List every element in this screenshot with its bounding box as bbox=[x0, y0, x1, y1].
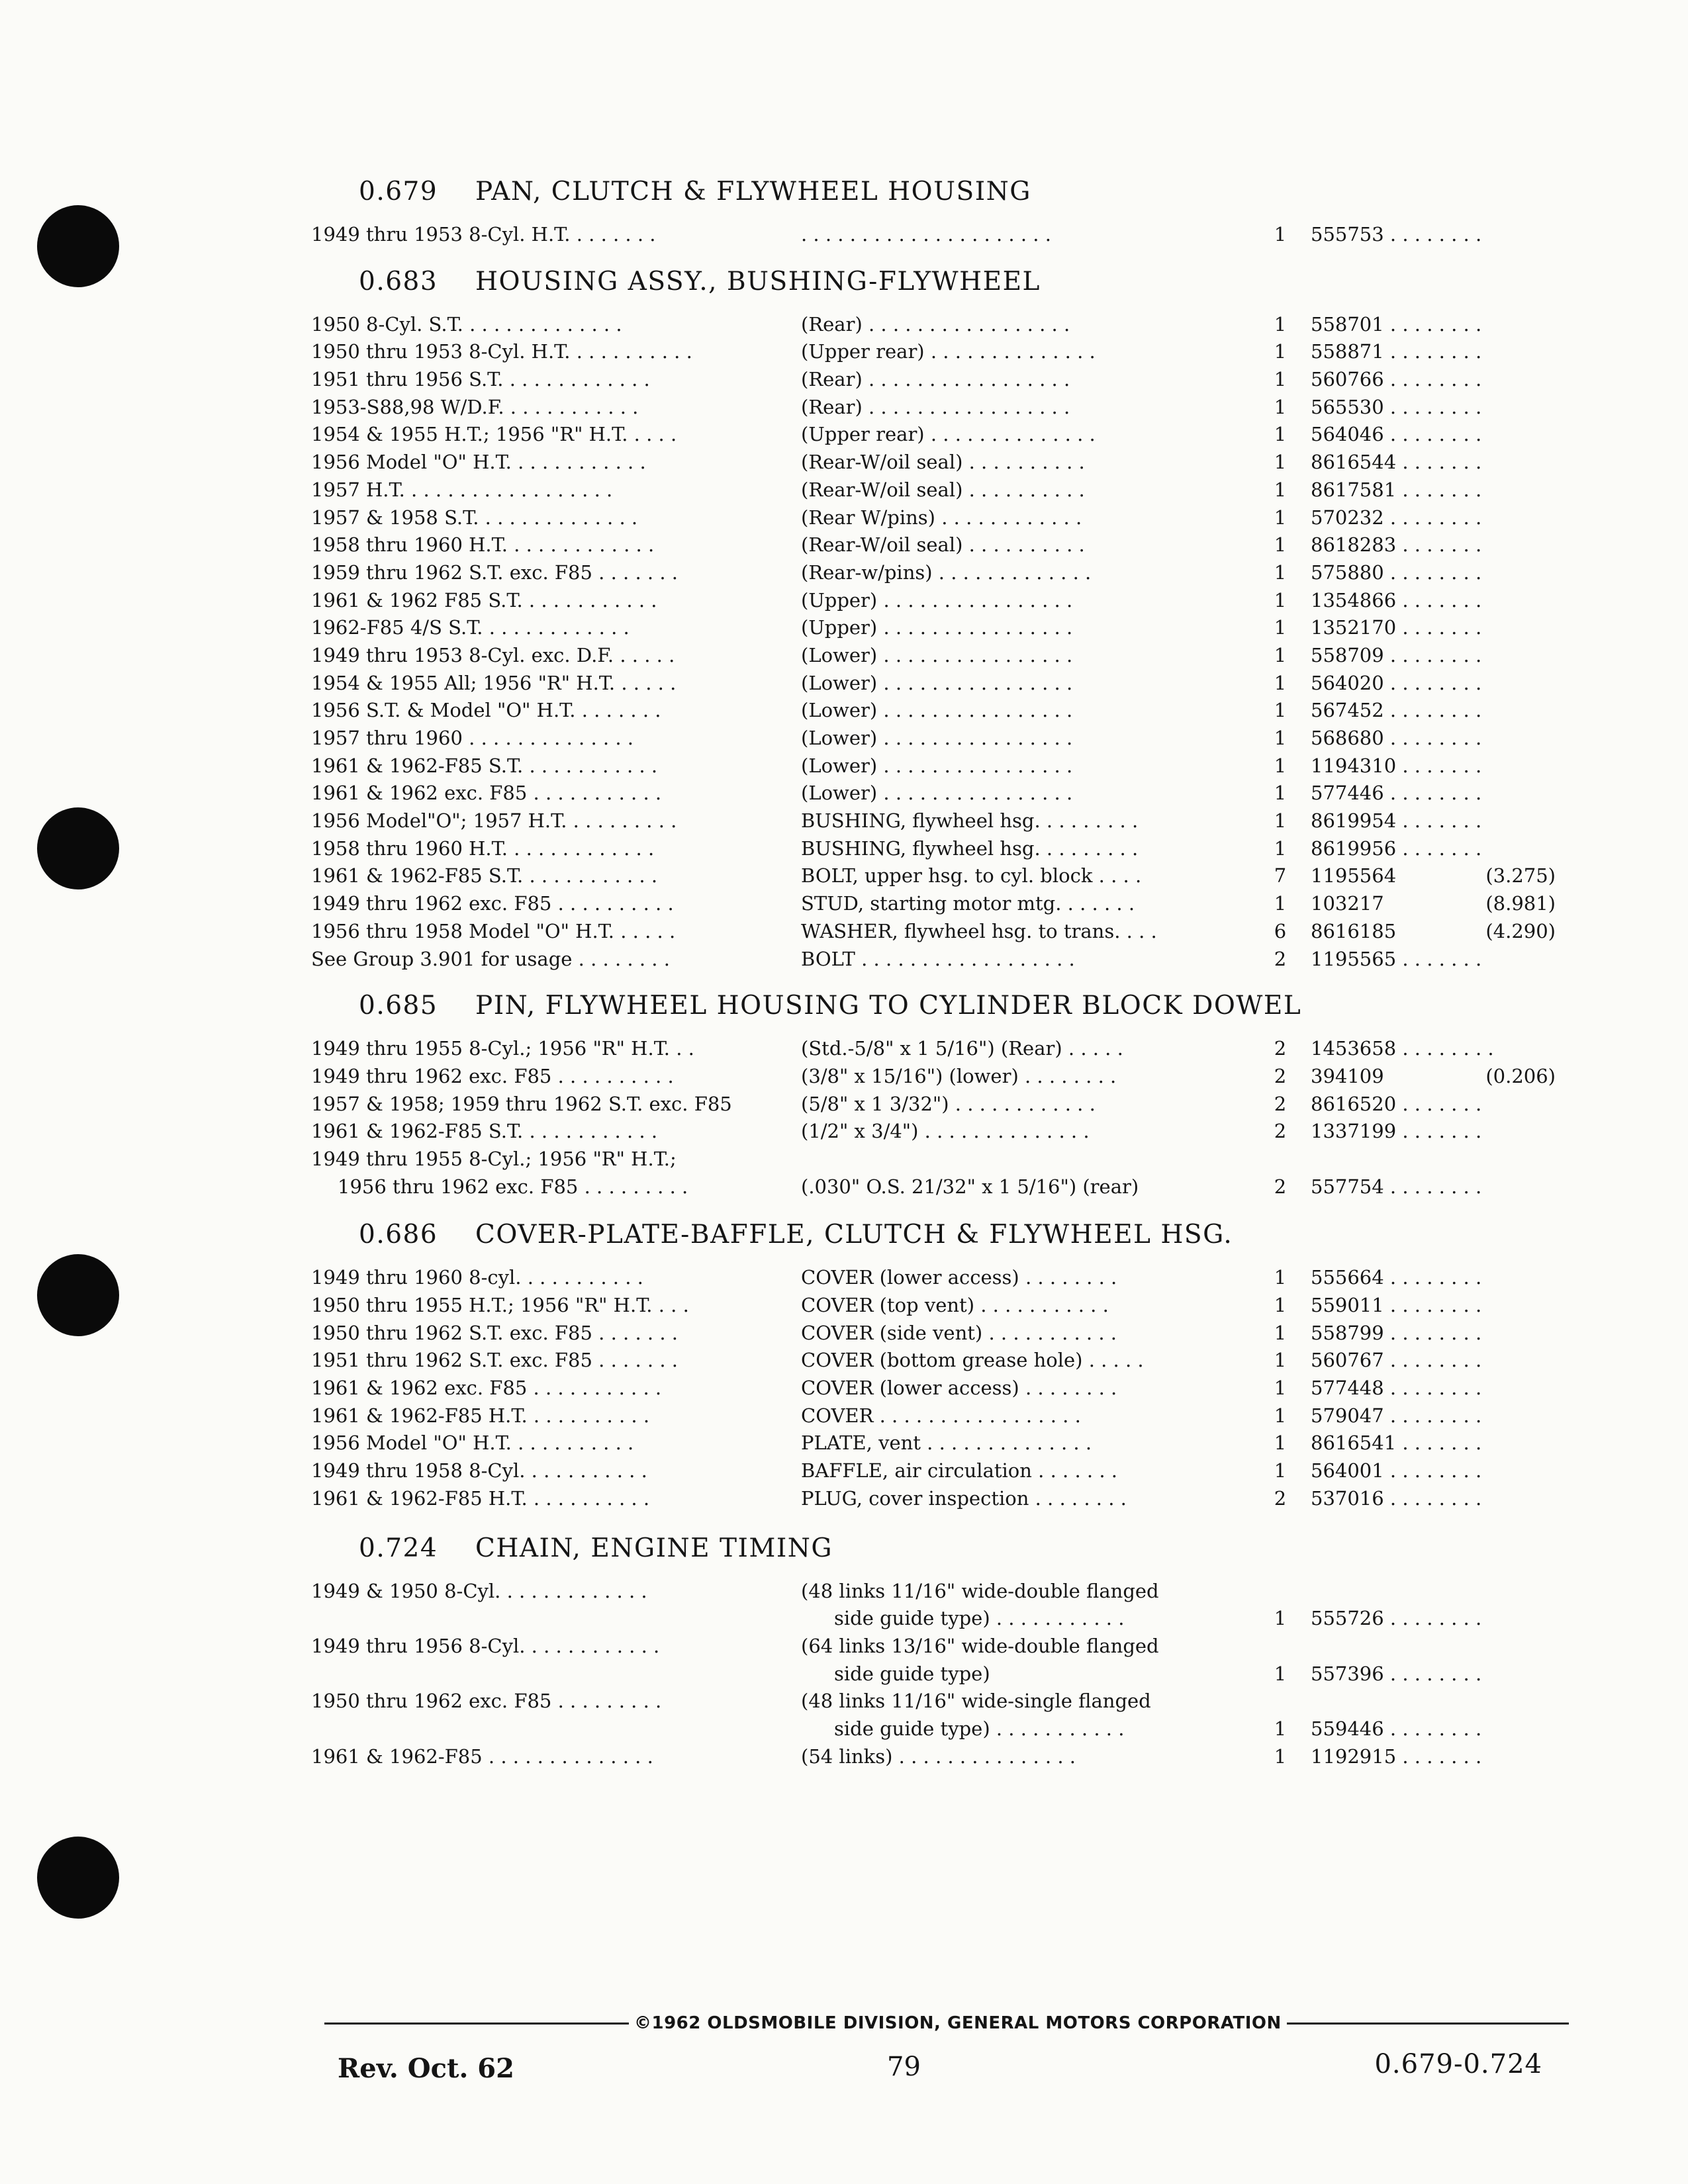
part-number: 560766 . . . . . . . . bbox=[1311, 368, 1482, 391]
part-row bbox=[311, 697, 1556, 725]
quantity-text: 1 bbox=[1274, 754, 1287, 777]
part-row bbox=[311, 752, 1556, 780]
part-number: 564046 . . . . . . . . bbox=[1311, 423, 1482, 446]
part-row bbox=[311, 504, 1556, 532]
description-text: (Rear) . . . . . . . . . . . . . . . . . bbox=[801, 312, 1070, 336]
description-text: . . . . . . . . . . . . . . . . . . . . . bbox=[801, 223, 1051, 246]
section-number: 0.683 bbox=[359, 266, 438, 296]
part-row bbox=[311, 862, 1556, 890]
extra-value: (8.981) bbox=[1485, 892, 1556, 915]
application-text: 1961 & 1962 exc. F85 . . . . . . . . . . . bbox=[311, 782, 662, 805]
description-text: (Lower) . . . . . . . . . . . . . . . . bbox=[801, 754, 1073, 777]
part-row bbox=[311, 421, 1556, 449]
part-number: 555726 . . . . . . . . bbox=[1311, 1607, 1482, 1630]
quantity-text: 1 bbox=[1274, 451, 1287, 474]
quantity-text: 1 bbox=[1274, 892, 1287, 915]
application-text: 1949 thru 1953 8-Cyl. H.T. . . . . . . . bbox=[311, 223, 656, 246]
quantity-text: 1 bbox=[1274, 1349, 1287, 1372]
quantity-text: 1 bbox=[1274, 223, 1287, 246]
quantity-text: 1 bbox=[1274, 1321, 1287, 1344]
description-text: COVER (lower access) . . . . . . . . bbox=[801, 1377, 1117, 1400]
application-text: 1950 thru 1953 8-Cyl. H.T. . . . . . . . . . . bbox=[311, 340, 692, 363]
quantity-text: 1 bbox=[1274, 837, 1287, 860]
section-0-683 bbox=[311, 261, 1556, 974]
part-row bbox=[311, 670, 1556, 698]
part-row bbox=[311, 946, 1556, 974]
description-text: (Rear) . . . . . . . . . . . . . . . . . bbox=[801, 395, 1070, 418]
section-0-685 bbox=[311, 985, 1556, 1201]
quantity-text: 1 bbox=[1274, 1377, 1287, 1400]
description-text: BOLT, upper hsg. to cyl. block . . . . bbox=[801, 864, 1142, 887]
description-text: BOLT . . . . . . . . . . . . . . . . . . bbox=[801, 947, 1075, 970]
application-text: 1957 & 1958; 1959 thru 1962 S.T. exc. F85 bbox=[311, 1092, 732, 1115]
part-row bbox=[311, 642, 1556, 670]
part-number: 557754 . . . . . . . . bbox=[1311, 1175, 1482, 1198]
part-row bbox=[311, 918, 1556, 946]
binder-hole-3 bbox=[37, 1254, 119, 1336]
description-text: (.030" O.S. 21/32" x 1 5/16") (rear) bbox=[801, 1175, 1139, 1198]
quantity-text: 1 bbox=[1274, 478, 1287, 501]
part-number: 537016 . . . . . . . . bbox=[1311, 1486, 1482, 1510]
application-text: 1961 & 1962-F85 S.T. . . . . . . . . . . . bbox=[311, 754, 658, 777]
part-row bbox=[311, 1173, 1556, 1201]
application-text: 1961 & 1962-F85 H.T. . . . . . . . . . . bbox=[311, 1404, 650, 1427]
group-range: 0.679-0.724 bbox=[1374, 2049, 1542, 2079]
application-text: 1949 thru 1960 8-cyl. . . . . . . . . . . bbox=[311, 1266, 643, 1289]
quantity-text: 2 bbox=[1274, 1092, 1287, 1115]
part-number: 560767 . . . . . . . . bbox=[1311, 1349, 1482, 1372]
part-number: 8617581 . . . . . . . bbox=[1311, 478, 1482, 501]
description-text: (48 links 11/16" wide-double flanged bbox=[801, 1579, 1159, 1602]
binder-hole-4 bbox=[37, 1837, 119, 1919]
page-number: 79 bbox=[887, 2052, 921, 2082]
part-row bbox=[311, 725, 1556, 752]
section-title: HOUSING ASSY., BUSHING-FLYWHEEL bbox=[475, 266, 1041, 296]
description-text: WASHER, flywheel hsg. to trans. . . . bbox=[801, 919, 1157, 942]
section-title: PAN, CLUTCH & FLYWHEEL HOUSING bbox=[475, 177, 1031, 206]
application-text: 1957 H.T. . . . . . . . . . . . . . . . . . bbox=[311, 478, 613, 501]
quantity-text: 1 bbox=[1274, 1459, 1287, 1482]
description-text: (3/8" x 15/16") (lower) . . . . . . . . bbox=[801, 1064, 1117, 1087]
part-number: 8619956 . . . . . . . bbox=[1311, 837, 1482, 860]
application-text: 1956 S.T. & Model "O" H.T. . . . . . . . bbox=[311, 699, 661, 722]
part-row bbox=[311, 1578, 1556, 1606]
description-text: (Upper rear) . . . . . . . . . . . . . . bbox=[801, 423, 1096, 446]
quantity-text: 1 bbox=[1274, 1717, 1287, 1740]
part-row bbox=[311, 311, 1556, 339]
part-number: 557396 . . . . . . . . bbox=[1311, 1662, 1482, 1685]
description-text: side guide type) . . . . . . . . . . . bbox=[834, 1607, 1125, 1630]
description-text: (Lower) . . . . . . . . . . . . . . . . bbox=[801, 782, 1073, 805]
quantity-text: 1 bbox=[1274, 506, 1287, 529]
part-row bbox=[311, 890, 1556, 918]
quantity-text: 1 bbox=[1274, 1432, 1287, 1455]
description-text: (Lower) . . . . . . . . . . . . . . . . bbox=[801, 671, 1073, 694]
binder-hole-1 bbox=[37, 205, 119, 287]
part-row bbox=[311, 1035, 1556, 1063]
description-text: BAFFLE, air circulation . . . . . . . bbox=[801, 1459, 1117, 1482]
description-text: (Lower) . . . . . . . . . . . . . . . . bbox=[801, 727, 1073, 749]
description-text: COVER (lower access) . . . . . . . . bbox=[801, 1266, 1117, 1289]
part-row bbox=[311, 1688, 1556, 1715]
application-text: 1951 thru 1962 S.T. exc. F85 . . . . . . . bbox=[311, 1349, 678, 1372]
part-row bbox=[311, 835, 1556, 863]
quantity-text: 1 bbox=[1274, 671, 1287, 694]
description-text: (Rear-W/oil seal) . . . . . . . . . . bbox=[801, 533, 1085, 557]
application-text: 1956 Model"O"; 1957 H.T. . . . . . . . . . bbox=[311, 809, 677, 833]
part-row bbox=[311, 1633, 1556, 1661]
application-text: 1961 & 1962-F85 H.T. . . . . . . . . . . bbox=[311, 1486, 650, 1510]
part-number: 8618283 . . . . . . . bbox=[1311, 533, 1482, 557]
part-number: 8616544 . . . . . . . bbox=[1311, 451, 1482, 474]
part-row bbox=[311, 338, 1556, 366]
part-row bbox=[311, 1264, 1556, 1292]
quantity-text: 2 bbox=[1274, 1486, 1287, 1510]
description-text: (48 links 11/16" wide-single flanged bbox=[801, 1690, 1151, 1713]
section-title: CHAIN, ENGINE TIMING bbox=[475, 1533, 833, 1563]
part-row bbox=[311, 1347, 1556, 1375]
part-row bbox=[311, 477, 1556, 504]
application-text: 1961 & 1962 exc. F85 . . . . . . . . . . . bbox=[311, 1377, 662, 1400]
part-row bbox=[311, 614, 1556, 642]
quantity-text: 2 bbox=[1274, 1037, 1287, 1060]
description-text: COVER (side vent) . . . . . . . . . . . bbox=[801, 1321, 1117, 1344]
application-text: 1956 Model "O" H.T. . . . . . . . . . . . bbox=[311, 451, 646, 474]
part-row bbox=[311, 807, 1556, 835]
application-text: 1951 thru 1956 S.T. . . . . . . . . . . . . bbox=[311, 368, 650, 391]
quantity-text: 1 bbox=[1274, 561, 1287, 584]
quantity-text: 1 bbox=[1274, 809, 1287, 833]
section-number: 0.679 bbox=[359, 177, 438, 206]
quantity-text: 1 bbox=[1274, 340, 1287, 363]
description-text: (Std.-5/8" x 1 5/16") (Rear) . . . . . bbox=[801, 1037, 1123, 1060]
application-text: 1949 thru 1958 8-Cyl. . . . . . . . . . . bbox=[311, 1459, 647, 1482]
description-text: PLUG, cover inspection . . . . . . . . bbox=[801, 1486, 1127, 1510]
part-row bbox=[311, 559, 1556, 587]
part-number: 575880 . . . . . . . . bbox=[1311, 561, 1482, 584]
quantity-text: 1 bbox=[1274, 782, 1287, 805]
description-text: (54 links) . . . . . . . . . . . . . . . bbox=[801, 1745, 1076, 1768]
part-number: 559011 . . . . . . . . bbox=[1311, 1294, 1482, 1316]
description-text: (Lower) . . . . . . . . . . . . . . . . bbox=[801, 699, 1073, 722]
part-number: 1192915 . . . . . . . bbox=[1311, 1745, 1482, 1768]
application-text: 1958 thru 1960 H.T. . . . . . . . . . . . . bbox=[311, 533, 655, 557]
part-row bbox=[311, 394, 1556, 422]
part-row bbox=[311, 1320, 1556, 1347]
quantity-text: 1 bbox=[1274, 1266, 1287, 1289]
quantity-text: 2 bbox=[1274, 1064, 1287, 1087]
application-text: 1961 & 1962 F85 S.T. . . . . . . . . . . . bbox=[311, 588, 657, 612]
part-number: 565530 . . . . . . . . bbox=[1311, 395, 1482, 418]
section-heading bbox=[359, 1527, 1556, 1570]
description-text: COVER (bottom grease hole) . . . . . bbox=[801, 1349, 1144, 1372]
section-number: 0.686 bbox=[359, 1220, 438, 1250]
description-text: (Rear) . . . . . . . . . . . . . . . . . bbox=[801, 368, 1070, 391]
part-row bbox=[311, 780, 1556, 807]
description-text: (Rear-w/pins) . . . . . . . . . . . . . bbox=[801, 561, 1092, 584]
section-number: 0.685 bbox=[359, 991, 438, 1021]
description-text: (Upper) . . . . . . . . . . . . . . . . bbox=[801, 616, 1073, 639]
part-number: 394109 bbox=[1311, 1064, 1384, 1087]
part-number: 1194310 . . . . . . . bbox=[1311, 754, 1482, 777]
quantity-text: 2 bbox=[1274, 947, 1287, 970]
part-number: 1354866 . . . . . . . bbox=[1311, 588, 1482, 612]
description-text: (Rear-W/oil seal) . . . . . . . . . . bbox=[801, 478, 1085, 501]
part-number: 558871 . . . . . . . . bbox=[1311, 340, 1482, 363]
application-text: 1954 & 1955 All; 1956 "R" H.T. . . . . . bbox=[311, 671, 677, 694]
extra-value: (3.275) bbox=[1485, 864, 1556, 887]
section-number: 0.724 bbox=[359, 1533, 438, 1563]
quantity-text: 1 bbox=[1274, 1294, 1287, 1316]
application-text: 1950 thru 1955 H.T.; 1956 "R" H.T. . . . bbox=[311, 1294, 689, 1316]
part-number: 1453658 . . . . . . . . bbox=[1311, 1037, 1494, 1060]
application-text: 1958 thru 1960 H.T. . . . . . . . . . . . . bbox=[311, 837, 655, 860]
part-row bbox=[311, 1091, 1556, 1118]
part-row bbox=[311, 221, 1556, 249]
part-row bbox=[311, 1715, 1556, 1743]
application-text: 1953-S88,98 W/D.F. . . . . . . . . . . . bbox=[311, 395, 639, 418]
revision-date: Rev. Oct. 62 bbox=[338, 2053, 514, 2084]
part-number: 577446 . . . . . . . . bbox=[1311, 782, 1482, 805]
part-number: 103217 bbox=[1311, 892, 1384, 915]
application-text: 1949 thru 1962 exc. F85 . . . . . . . . . . bbox=[311, 1064, 674, 1087]
part-number: 579047 . . . . . . . . bbox=[1311, 1404, 1482, 1427]
description-text: (Upper rear) . . . . . . . . . . . . . . bbox=[801, 340, 1096, 363]
description-text: COVER . . . . . . . . . . . . . . . . . bbox=[801, 1404, 1081, 1427]
application-text: 1961 & 1962-F85 . . . . . . . . . . . . . . bbox=[311, 1745, 653, 1768]
part-row bbox=[311, 1485, 1556, 1513]
application-text: 1956 thru 1962 exc. F85 . . . . . . . . . bbox=[338, 1175, 688, 1198]
application-text: 1949 thru 1955 8-Cyl.; 1956 "R" H.T.; bbox=[311, 1147, 677, 1170]
application-text: 1956 thru 1958 Model "O" H.T. . . . . . bbox=[311, 919, 676, 942]
application-text: 1956 Model "O" H.T. . . . . . . . . . . bbox=[311, 1432, 634, 1455]
application-text: 1959 thru 1962 S.T. exc. F85 . . . . . . . bbox=[311, 561, 678, 584]
part-row bbox=[311, 1063, 1556, 1091]
description-text: (1/2" x 3/4") . . . . . . . . . . . . . . bbox=[801, 1120, 1090, 1143]
description-text: (Rear-W/oil seal) . . . . . . . . . . bbox=[801, 451, 1085, 474]
part-number: 1195565 . . . . . . . bbox=[1311, 947, 1482, 970]
part-number: 8616185 bbox=[1311, 919, 1397, 942]
part-row bbox=[311, 1457, 1556, 1485]
application-text: 1950 thru 1962 exc. F85 . . . . . . . . . bbox=[311, 1690, 662, 1713]
part-row bbox=[311, 1605, 1556, 1633]
section-heading bbox=[359, 1214, 1556, 1256]
part-row bbox=[311, 1375, 1556, 1402]
quantity-text: 7 bbox=[1274, 864, 1287, 887]
part-number: 555753 . . . . . . . . bbox=[1311, 223, 1482, 246]
description-text: BUSHING, flywheel hsg. . . . . . . . . bbox=[801, 837, 1139, 860]
part-row bbox=[311, 1430, 1556, 1457]
quantity-text: 1 bbox=[1274, 368, 1287, 391]
part-row bbox=[311, 1743, 1556, 1771]
section-0-686 bbox=[311, 1214, 1556, 1512]
part-number: 1337199 . . . . . . . bbox=[1311, 1120, 1482, 1143]
parts-sections bbox=[311, 0, 1556, 1770]
part-row bbox=[311, 366, 1556, 394]
part-row bbox=[311, 449, 1556, 477]
part-number: 8619954 . . . . . . . bbox=[1311, 809, 1482, 833]
description-text: BUSHING, flywheel hsg. . . . . . . . . bbox=[801, 809, 1139, 833]
part-number: 570232 . . . . . . . . bbox=[1311, 506, 1482, 529]
copyright-notice: ©1962 OLDSMOBILE DIVISION, GENERAL MOTORS CORPORATION bbox=[629, 2012, 1287, 2034]
quantity-text: 1 bbox=[1274, 395, 1287, 418]
quantity-text: 1 bbox=[1274, 727, 1287, 749]
quantity-text: 1 bbox=[1274, 533, 1287, 557]
description-text: COVER (top vent) . . . . . . . . . . . bbox=[801, 1294, 1109, 1316]
quantity-text: 1 bbox=[1274, 699, 1287, 722]
section-heading bbox=[359, 171, 1556, 213]
part-number: 568680 . . . . . . . . bbox=[1311, 727, 1482, 749]
section-title: COVER-PLATE-BAFFLE, CLUTCH & FLYWHEEL HSG. bbox=[475, 1220, 1233, 1250]
quantity-text: 1 bbox=[1274, 423, 1287, 446]
application-text: 1949 thru 1955 8-Cyl.; 1956 "R" H.T. . . bbox=[311, 1037, 694, 1060]
part-number: 558799 . . . . . . . . bbox=[1311, 1321, 1482, 1344]
section-0-679 bbox=[311, 171, 1556, 249]
section-heading bbox=[359, 985, 1556, 1027]
part-number: 564001 . . . . . . . . bbox=[1311, 1459, 1482, 1482]
part-row bbox=[311, 1118, 1556, 1146]
part-row bbox=[311, 1661, 1556, 1688]
part-number: 555664 . . . . . . . . bbox=[1311, 1266, 1482, 1289]
part-number: 564020 . . . . . . . . bbox=[1311, 671, 1482, 694]
part-number: 577448 . . . . . . . . bbox=[1311, 1377, 1482, 1400]
application-text: 1957 thru 1960 . . . . . . . . . . . . . . bbox=[311, 727, 634, 749]
part-row bbox=[311, 1402, 1556, 1430]
part-number: 8616520 . . . . . . . bbox=[1311, 1092, 1482, 1115]
application-text: 1949 thru 1962 exc. F85 . . . . . . . . . . bbox=[311, 892, 674, 915]
part-row bbox=[311, 1292, 1556, 1320]
description-text: (Rear W/pins) . . . . . . . . . . . . bbox=[801, 506, 1082, 529]
quantity-text: 1 bbox=[1274, 1745, 1287, 1768]
description-text: (Lower) . . . . . . . . . . . . . . . . bbox=[801, 643, 1073, 666]
quantity-text: 6 bbox=[1274, 919, 1287, 942]
description-text: side guide type) bbox=[834, 1662, 990, 1685]
section-title: PIN, FLYWHEEL HOUSING TO CYLINDER BLOCK DOWEL bbox=[475, 991, 1302, 1021]
parts-catalog-page bbox=[311, 0, 1556, 1770]
description-text: (5/8" x 1 3/32") . . . . . . . . . . . . bbox=[801, 1092, 1096, 1115]
application-text: 1961 & 1962-F85 S.T. . . . . . . . . . . . bbox=[311, 864, 658, 887]
quantity-text: 1 bbox=[1274, 312, 1287, 336]
section-0-724 bbox=[311, 1527, 1556, 1771]
part-number: 1352170 . . . . . . . bbox=[1311, 616, 1482, 639]
extra-value: (0.206) bbox=[1485, 1064, 1556, 1087]
application-text: 1961 & 1962-F85 S.T. . . . . . . . . . . . bbox=[311, 1120, 658, 1143]
binder-hole-2 bbox=[37, 807, 119, 889]
quantity-text: 1 bbox=[1274, 1404, 1287, 1427]
description-text: side guide type) . . . . . . . . . . . bbox=[834, 1717, 1125, 1740]
extra-value: (4.290) bbox=[1485, 919, 1556, 942]
part-number: 567452 . . . . . . . . bbox=[1311, 699, 1482, 722]
quantity-text: 1 bbox=[1274, 1662, 1287, 1685]
description-text: (64 links 13/16" wide-double flanged bbox=[801, 1634, 1159, 1657]
part-number: 559446 . . . . . . . . bbox=[1311, 1717, 1482, 1740]
application-text: 1949 thru 1953 8-Cyl. exc. D.F. . . . . . bbox=[311, 643, 675, 666]
quantity-text: 2 bbox=[1274, 1120, 1287, 1143]
part-number: 1195564 bbox=[1311, 864, 1397, 887]
quantity-text: 1 bbox=[1274, 616, 1287, 639]
part-row bbox=[311, 1146, 1556, 1173]
application-text: 1957 & 1958 S.T. . . . . . . . . . . . . . bbox=[311, 506, 638, 529]
description-text: STUD, starting motor mtg. . . . . . . bbox=[801, 892, 1135, 915]
quantity-text: 1 bbox=[1274, 643, 1287, 666]
application-text: See Group 3.901 for usage . . . . . . . . bbox=[311, 947, 670, 970]
part-row bbox=[311, 531, 1556, 559]
part-number: 558701 . . . . . . . . bbox=[1311, 312, 1482, 336]
part-number: 558709 . . . . . . . . bbox=[1311, 643, 1482, 666]
application-text: 1962-F85 4/S S.T. . . . . . . . . . . . . bbox=[311, 616, 630, 639]
description-text: (Upper) . . . . . . . . . . . . . . . . bbox=[801, 588, 1073, 612]
application-text: 1950 thru 1962 S.T. exc. F85 . . . . . . . bbox=[311, 1321, 678, 1344]
quantity-text: 2 bbox=[1274, 1175, 1287, 1198]
quantity-text: 1 bbox=[1274, 1607, 1287, 1630]
quantity-text: 1 bbox=[1274, 588, 1287, 612]
application-text: 1954 & 1955 H.T.; 1956 "R" H.T. . . . . bbox=[311, 423, 677, 446]
part-row bbox=[311, 587, 1556, 615]
application-text: 1949 thru 1956 8-Cyl. . . . . . . . . . . . bbox=[311, 1634, 660, 1657]
part-number: 8616541 . . . . . . . bbox=[1311, 1432, 1482, 1455]
section-heading bbox=[359, 261, 1556, 303]
description-text: PLATE, vent . . . . . . . . . . . . . . bbox=[801, 1432, 1092, 1455]
application-text: 1950 8-Cyl. S.T. . . . . . . . . . . . . . bbox=[311, 312, 622, 336]
application-text: 1949 & 1950 8-Cyl. . . . . . . . . . . . . bbox=[311, 1579, 647, 1602]
